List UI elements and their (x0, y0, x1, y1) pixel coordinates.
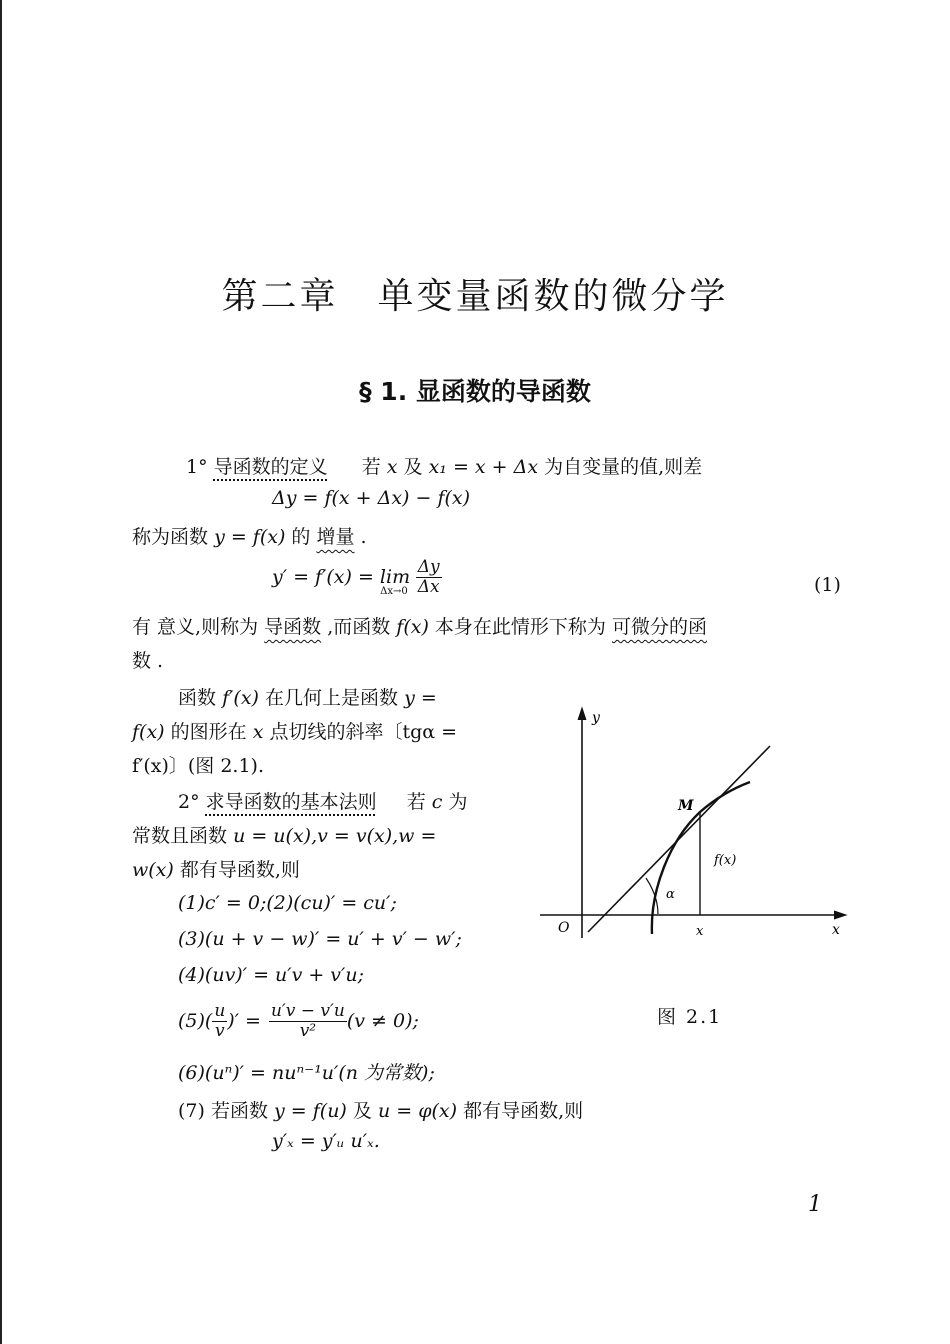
x-axis-arrow (834, 911, 846, 919)
text-segment: 都有导函数,则 (463, 1100, 584, 1122)
text-segment: 本身在此情形下称为 (434, 616, 606, 638)
text-segment: 若 (361, 456, 381, 478)
page-edge (0, 0, 2, 1344)
math-uvw: u = u(x),v = v(x),w = (233, 825, 437, 847)
item-number: 1° (186, 456, 208, 478)
text-segment: 及 (403, 456, 423, 478)
eq1-limit-sub: Δx→0 (380, 585, 408, 597)
y-axis-label: y (592, 710, 600, 726)
alpha-label: α (666, 887, 675, 902)
fx-segment-label: f(x) (714, 853, 737, 868)
geometry-line-3: f′(x)〕(图 2.1). (132, 755, 265, 777)
rule-5-v: v (215, 1020, 225, 1041)
y-axis-arrow (578, 708, 586, 720)
increment-line (132, 522, 367, 549)
x-axis-label: x (832, 922, 840, 938)
math-u-phix: u = φ(x) (377, 1100, 458, 1122)
equation-1 (272, 558, 442, 596)
text-segment: ,而函数 (327, 616, 391, 638)
rule-7-equation: y′ₓ = y′ᵤ u′ₓ. (272, 1130, 380, 1152)
eq1-lhs: y′ = f′(x) = lim (272, 566, 411, 589)
rule-5-numerator: u′v − v′u (270, 1001, 345, 1021)
point-m-label: M (678, 798, 694, 814)
derivative-line-end: 数 . (132, 650, 164, 672)
math-x: x (252, 721, 264, 743)
term-differentiable: 可微分的函 (611, 616, 707, 638)
figure-tangent-diagram (538, 700, 850, 950)
rule-5-fraction-result (269, 1002, 347, 1040)
text-segment: 函数 (178, 687, 217, 709)
term-derivative: 导函数 (264, 616, 322, 638)
rule-5-eq: )′ = (227, 1010, 261, 1033)
rule-5-fraction-uv (212, 1002, 227, 1040)
math-wx: w(x) (132, 859, 174, 881)
text-segment: 点切线的斜率〔tgα = (269, 721, 458, 743)
math-fprime: f′(x) (222, 687, 259, 709)
term-increment: 增量 (316, 526, 355, 548)
text-segment: 在几何上是函数 (265, 687, 399, 709)
term-derivative-definition: 导函数的定义 (213, 456, 328, 478)
text-segment: 及 (352, 1100, 372, 1122)
text-segment: 有 意义,则称为 (132, 616, 259, 638)
geometry-line-1 (178, 683, 437, 710)
text-segment: 的 (291, 526, 311, 548)
rule-1-2: (1)c′ = 0;(2)(cu)′ = cu′; (178, 892, 397, 914)
text-segment: 若 (406, 791, 426, 813)
term-basic-rules: 求导函数的基本法则 (205, 791, 377, 813)
figure-caption: 图 2.1 (657, 1006, 723, 1028)
rule-4: (4)(uv)′ = u′v + v′u; (178, 964, 364, 986)
rules-heading-line (178, 787, 467, 814)
math-c: c (431, 791, 443, 813)
chapter-title: 第二章 单变量函数的微分学 (221, 276, 729, 317)
math-fx: f(x) (132, 721, 165, 743)
math-y-fx: y = f(x) (214, 526, 286, 548)
section-title: § 1. 显函数的导函数 (359, 377, 591, 406)
equation-delta-y: Δy = f(x + Δx) − f(x) (272, 487, 471, 509)
text-segment: 都有导函数,则 (179, 859, 300, 881)
x-tick-label: x (696, 924, 704, 939)
text-segment: 常数且函数 (132, 825, 228, 847)
text-segment: 为 (448, 791, 468, 813)
geometry-line-2 (132, 717, 457, 744)
rule-5-open: (5)( (178, 1010, 213, 1033)
rule-6: (6)(uⁿ)′ = nuⁿ⁻¹u′(n 为常数); (178, 1062, 435, 1084)
math-y: y = (404, 687, 437, 709)
page-number: 1 (808, 1192, 822, 1217)
text-segment: (7) 若函数 (178, 1100, 268, 1122)
eq1-denominator: Δx (417, 576, 440, 597)
eq1-numerator: Δy (417, 557, 440, 577)
math-y-fu: y = f(u) (274, 1100, 347, 1122)
item-number: 2° (178, 791, 200, 813)
definition-line (186, 452, 702, 479)
rule-5 (178, 1002, 419, 1040)
text-segment: 称为函数 (132, 526, 209, 548)
math-fx: f(x) (396, 616, 429, 638)
math-x1: x₁ = x + Δx (428, 456, 539, 478)
rule-3: (3)(u + v − w)′ = u′ + v′ − w′; (178, 928, 462, 950)
eq1-fraction (416, 558, 442, 596)
rules-line-2 (132, 821, 436, 848)
rule-5-u: u (214, 1001, 226, 1021)
derivative-line (132, 612, 707, 639)
text-segment: 为自变量的值,则差 (544, 456, 703, 478)
origin-label: O (558, 920, 570, 936)
rules-line-3 (132, 855, 300, 882)
equation-1-tag: (1) (814, 574, 841, 596)
rule-7 (178, 1096, 583, 1123)
rule-5-condition: (v ≠ 0); (346, 1010, 419, 1033)
text-segment: 的图形在 (170, 721, 247, 743)
rule-5-denominator: v² (299, 1020, 317, 1041)
text-segment: . (360, 526, 367, 548)
math-x: x (386, 456, 398, 478)
